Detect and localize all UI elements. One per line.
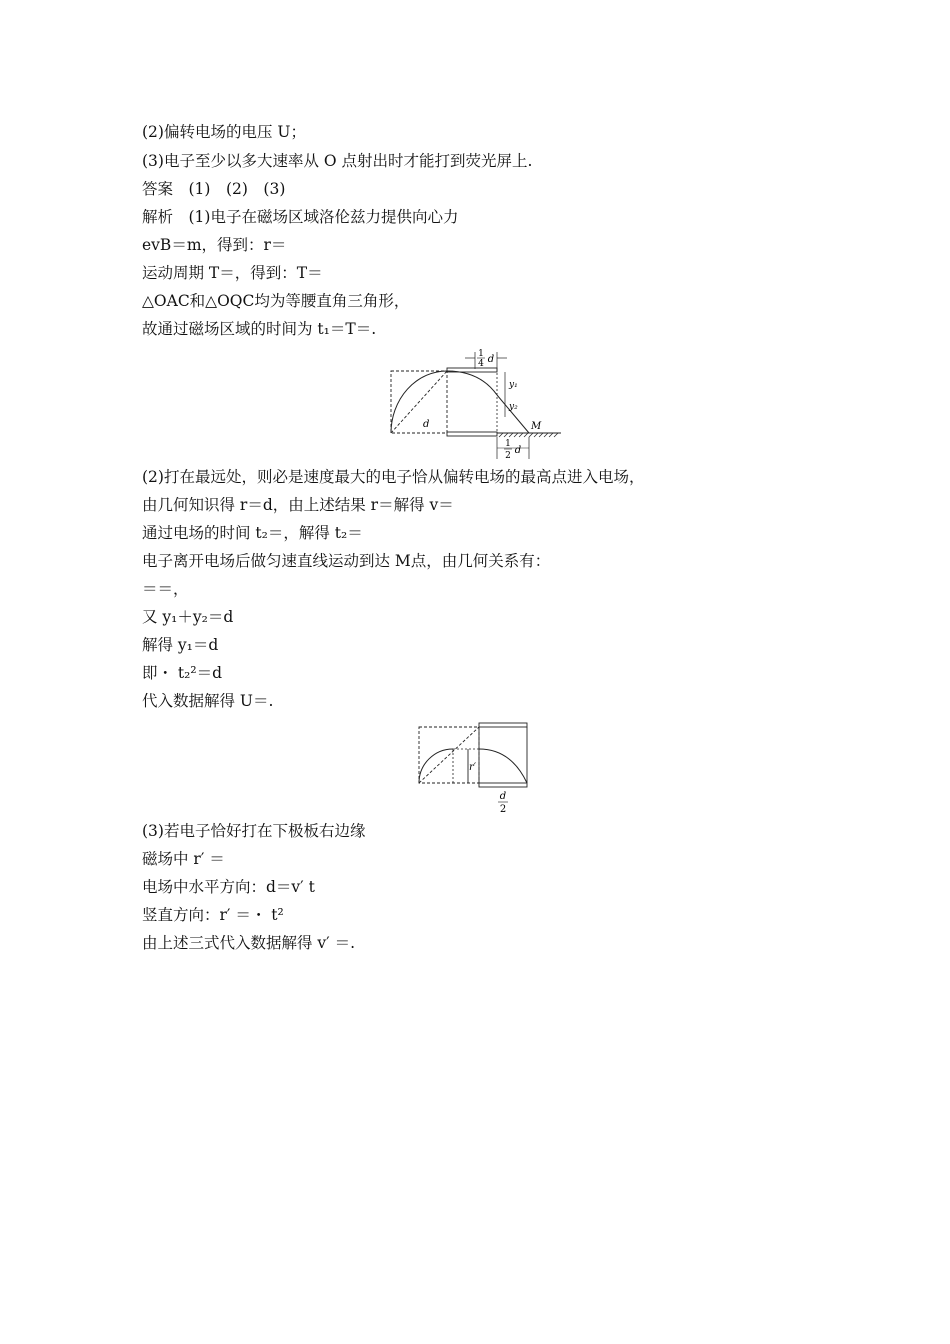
part2-5: ＝＝，: [142, 580, 189, 598]
m-label: M: [531, 421, 542, 432]
question-2: (2)偏转电场的电压 U；: [142, 123, 306, 141]
part2-4: 电子离开电场后做匀速直线运动到达 M点，由几何关系有：: [142, 552, 551, 570]
part2-1: (2)打在最远处，则必是速度最大的电子恰从偏转电场的最高点进入电场，: [142, 468, 645, 486]
part2-3: 通过电场的时间 t₂＝，解得 t₂＝: [142, 524, 363, 542]
r-prime-label: r′: [469, 762, 477, 773]
field-trajectory: [479, 749, 527, 783]
straight-path: [497, 395, 529, 433]
analysis-1: 解析 (1)电子在磁场区域洛伦兹力提供向心力: [142, 208, 459, 226]
analysis-3: 运动周期 T＝，得到：T＝: [142, 264, 323, 282]
analysis-4: △OAC和△OQC均为等腰直角三角形，: [142, 292, 410, 310]
screen-hatch: [499, 433, 558, 437]
part2-2: 由几何知识得 r＝d，由上述结果 r＝解得 v＝: [142, 496, 454, 514]
lower-plate: [479, 783, 527, 787]
diagonal-dashed: [419, 727, 479, 783]
half-num: 1: [505, 439, 511, 449]
y1-label: y₁: [509, 380, 518, 390]
part3-5: 由上述三式代入数据解得 v′ ＝.: [142, 934, 356, 952]
upper-plate: [479, 723, 527, 727]
half-den: 2: [505, 451, 511, 461]
half-den: 2: [499, 804, 507, 815]
part3-4: 竖直方向：r′ ＝・ t²: [142, 906, 284, 924]
d-label: d: [423, 419, 430, 430]
part2-8: 即・ t₂²＝d: [142, 664, 223, 682]
quarter-den: 4: [478, 359, 484, 369]
part2-9: 代入数据解得 U＝.: [142, 692, 274, 710]
part3-3: 电场中水平方向：d＝v′ t: [142, 878, 315, 896]
figure-2-trajectory-diagram: [416, 719, 532, 815]
half-num: d: [499, 791, 507, 802]
y2-label: y₂: [509, 402, 518, 412]
figure-1-trajectory-diagram: [385, 347, 565, 463]
analysis-5: 故通过磁场区域的时间为 t₁＝T＝.: [142, 320, 377, 338]
field-trajectory: [447, 371, 497, 395]
part3-2: 磁场中 r′ ＝: [142, 850, 225, 868]
part2-7: 解得 y₁＝d: [142, 636, 219, 654]
diagonal-dashed: [391, 371, 447, 433]
analysis-2: evB＝m，得到：r＝: [142, 236, 287, 254]
part2-6: 又 y₁＋y₂＝d: [142, 608, 234, 626]
quarter-var: d: [487, 354, 495, 365]
part3-1: (3)若电子恰好打在下极板右边缘: [142, 822, 366, 840]
answer-line: 答案 (1) (2) (3): [142, 180, 286, 198]
half-var: d: [514, 445, 522, 456]
question-3: (3)电子至少以多大速率从 O 点射出时才能打到荧光屏上.: [142, 152, 533, 170]
lower-plate: [447, 432, 497, 436]
quarter-num: 1: [478, 349, 484, 359]
